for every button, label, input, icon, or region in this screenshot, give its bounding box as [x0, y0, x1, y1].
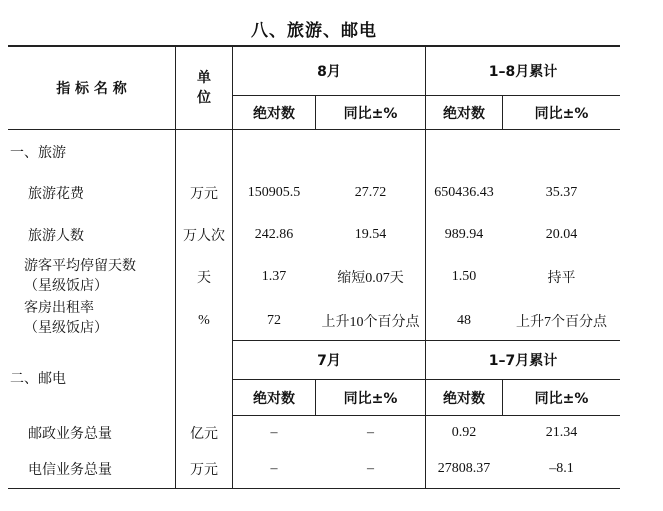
cell-8m-abs: 1.37 [261, 269, 287, 284]
cell-8m-yoy: 缩短0.07天 [337, 271, 404, 286]
telecom-header-current-abs: 绝对数 [253, 390, 295, 407]
telecom-header-bottom-rule [232, 415, 620, 416]
cell-cum-yoy: 上升7个百分点 [516, 315, 607, 330]
row-label: 电信业务总量 [28, 462, 112, 478]
cell-cum-abs: 989.94 [444, 227, 484, 242]
cell-cum-abs: 48 [457, 313, 471, 328]
table-bottom-rule [8, 488, 620, 489]
row-label-line1: 游客平均停留天数 [24, 258, 136, 274]
telecom-header-cumulative-yoy: 同比±% [534, 390, 589, 407]
row-label [24, 298, 174, 342]
header-unit [176, 46, 232, 129]
header-cumulative-abs: 绝对数 [443, 105, 485, 122]
header-unit-line1: 单 [197, 69, 211, 86]
row-unit: 万元 [190, 463, 218, 478]
row-label-line1: 客房出租率 [24, 300, 94, 316]
cell-8m-yoy: 上升10个百分点 [321, 315, 420, 330]
row-label: 旅游花费 [28, 186, 84, 202]
row-unit: 万元 [190, 187, 218, 202]
row-label: 邮政业务总量 [28, 426, 112, 442]
cell-8m-abs: 242.86 [254, 227, 294, 242]
cell-cum-abs: 1.50 [451, 269, 477, 284]
cell-7m-abs: – [270, 461, 278, 476]
table-title: 八、旅游、邮电 [251, 21, 377, 41]
cell-cum-abs: 650436.43 [434, 185, 494, 200]
telecom-header-period-cumulative: 1–7月累计 [488, 353, 558, 369]
row-label: 旅游人数 [28, 228, 84, 244]
cell-cum-yoy: 持平 [547, 271, 576, 286]
row-label [24, 256, 174, 300]
header-period-current: 8月 [317, 63, 341, 80]
section-tourism: 一、旅游 [10, 145, 66, 161]
cell-7m-yoy: – [367, 461, 374, 476]
row-unit: 亿元 [190, 427, 218, 442]
cell-cum7-yoy: –8.1 [549, 461, 574, 476]
row-label-line2: （星级饭店） [24, 320, 108, 336]
row-unit: 万人次 [183, 229, 225, 244]
cell-cum7-yoy: 21.34 [545, 425, 578, 440]
telecom-header-period-current: 7月 [317, 353, 341, 369]
cell-cum-yoy: 35.37 [545, 185, 578, 200]
row-unit: 天 [197, 271, 211, 286]
cell-cum-yoy: 20.04 [545, 227, 578, 242]
cell-8m-abs: 72 [267, 313, 281, 328]
cell-8m-abs: 150905.5 [247, 185, 301, 200]
header-period-cumulative: 1–8月累计 [488, 63, 558, 80]
cell-8m-yoy: 27.72 [354, 185, 387, 200]
row-label-line2: （星级饭店） [24, 278, 108, 294]
header-cumulative-yoy: 同比±% [534, 105, 589, 122]
cell-7m-yoy: – [367, 425, 374, 440]
header-current-yoy: 同比±% [343, 105, 398, 122]
header-bottom-rule [8, 129, 620, 130]
header-current-abs: 绝对数 [253, 105, 295, 122]
cell-8m-yoy: 19.54 [354, 227, 387, 242]
cell-cum7-abs: 0.92 [451, 425, 477, 440]
cell-cum7-abs: 27808.37 [437, 461, 491, 476]
telecom-header-current-yoy: 同比±% [343, 390, 398, 407]
header-unit-line2: 位 [197, 89, 211, 106]
header-indicator-name: 指 标 名 称 [56, 80, 127, 97]
cell-7m-abs: – [270, 425, 278, 440]
section-telecom: 二、邮电 [10, 371, 66, 387]
telecom-header-cumulative-abs: 绝对数 [443, 390, 485, 407]
row-unit: % [198, 313, 210, 328]
